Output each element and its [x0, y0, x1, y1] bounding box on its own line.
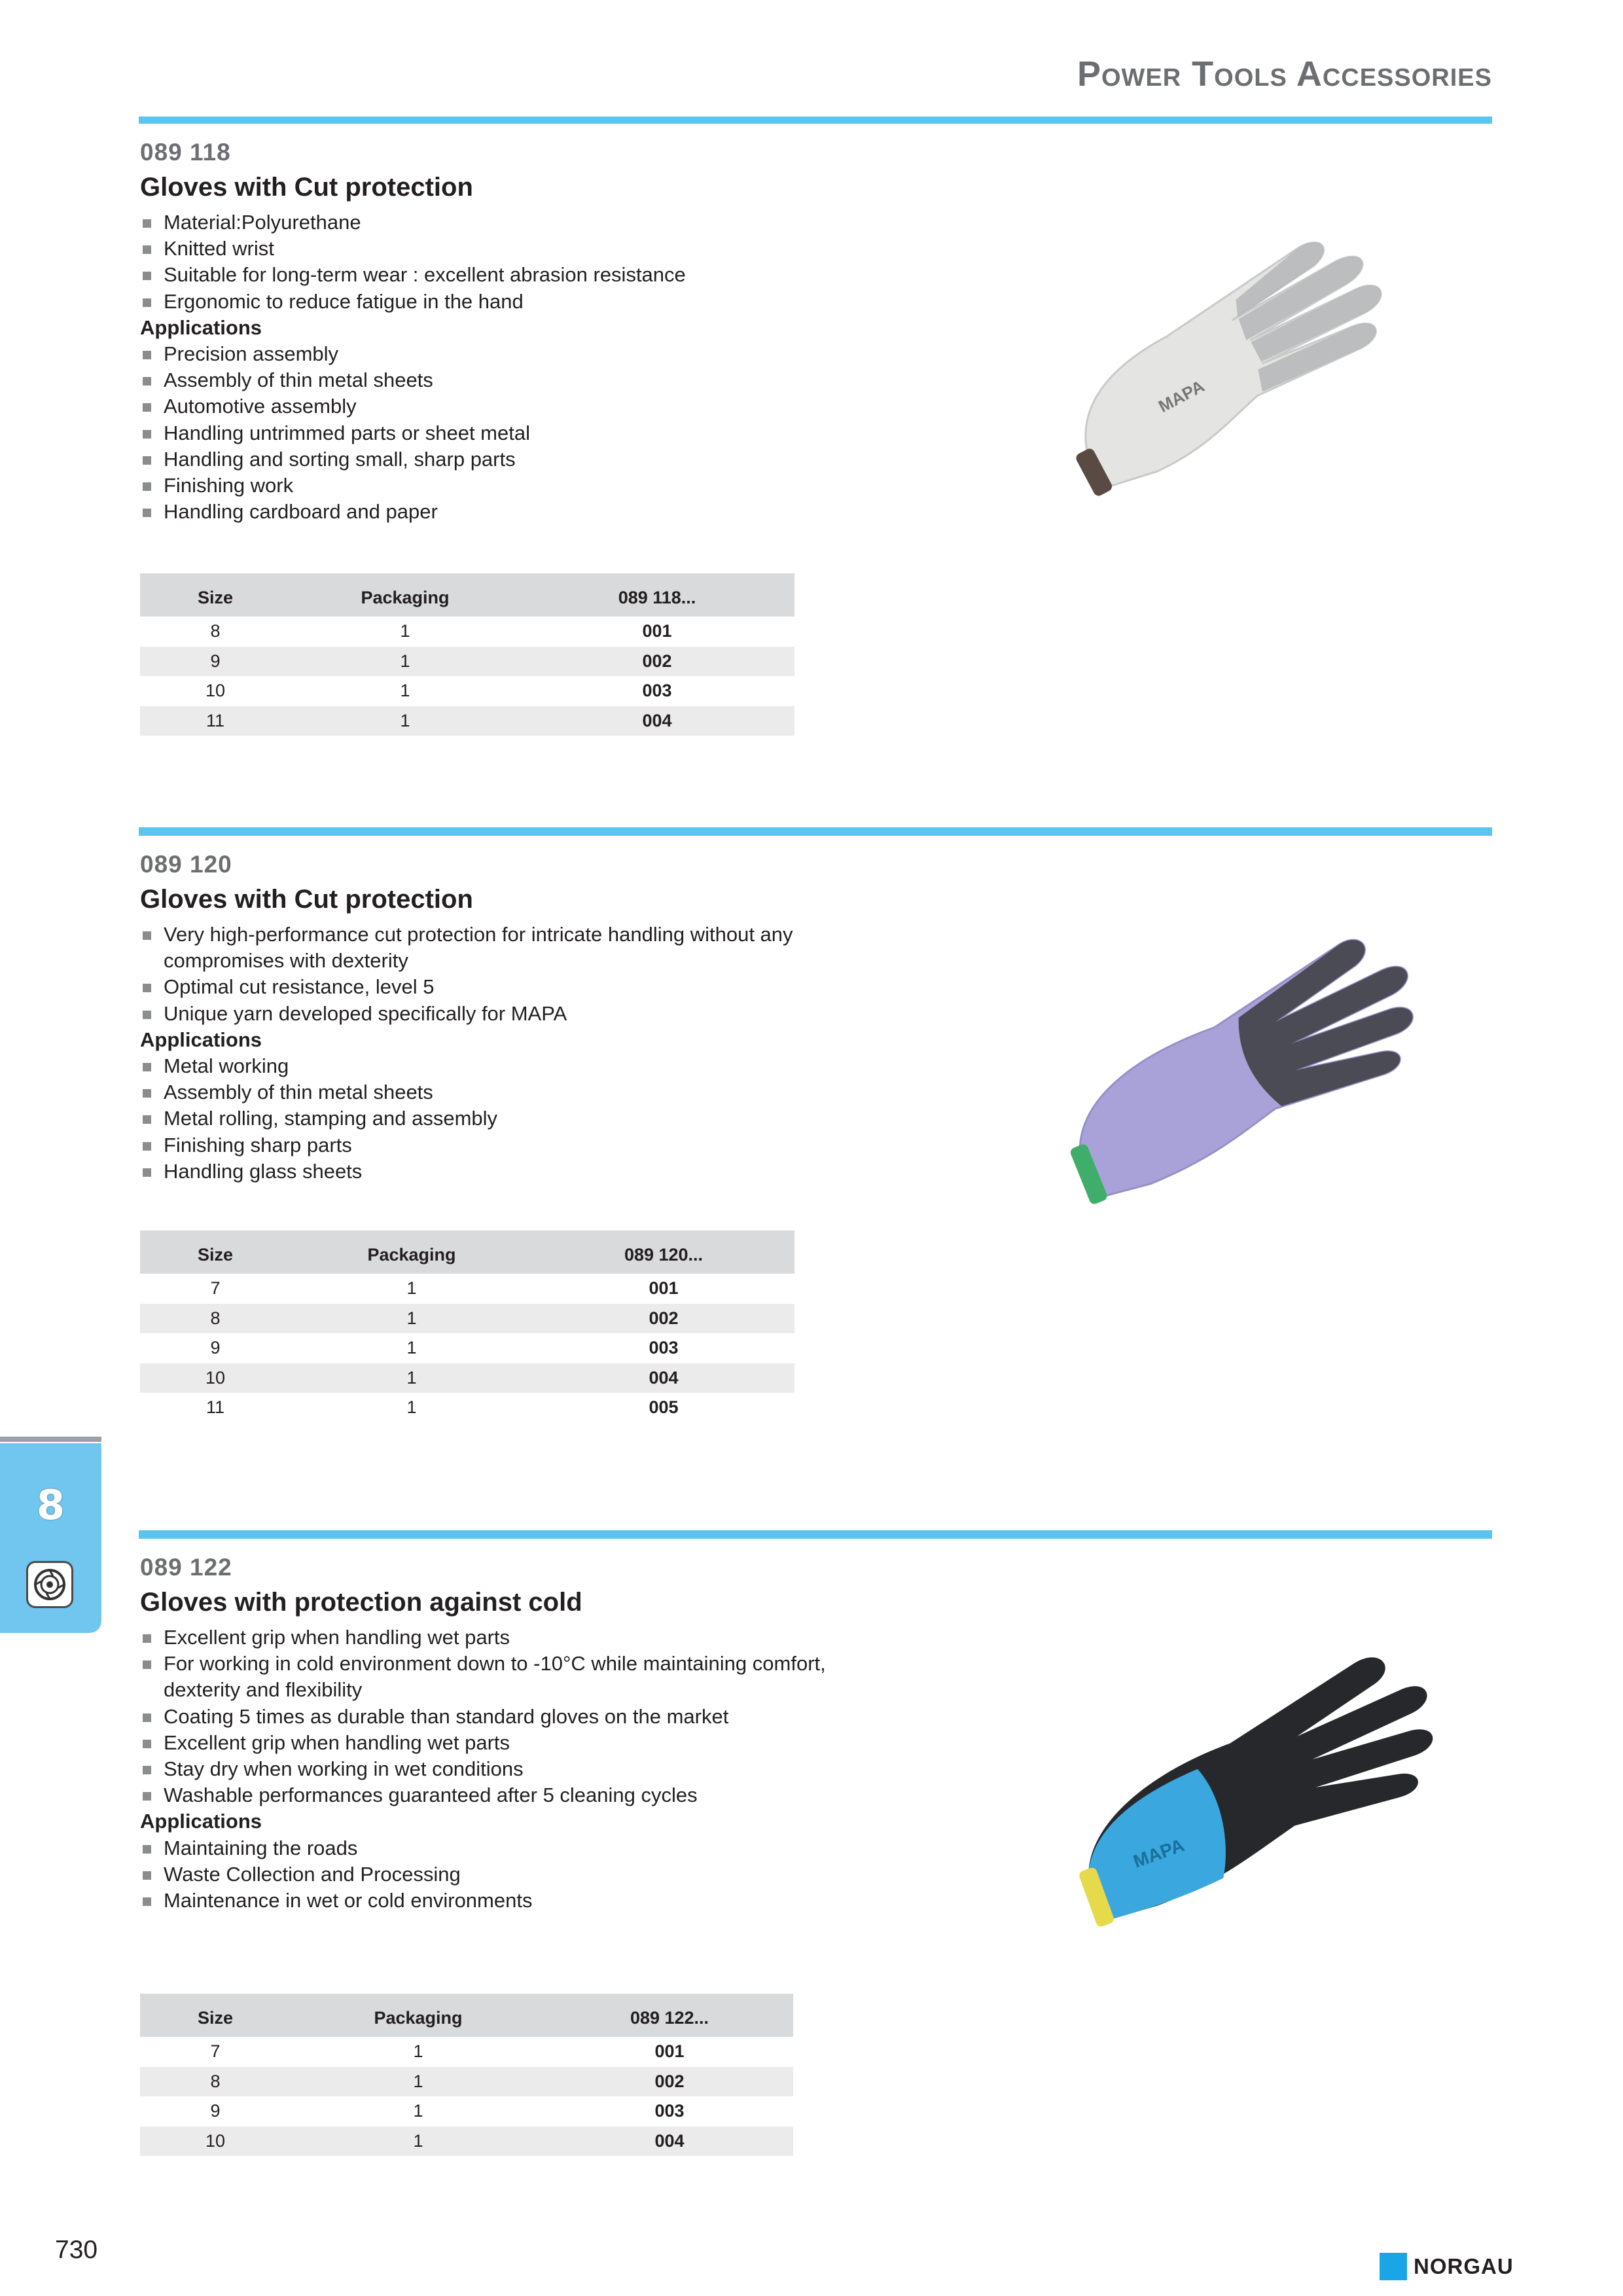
bullet-square-icon: [143, 1011, 151, 1019]
section-divider: [139, 1530, 1492, 1539]
cell-packaging: 1: [291, 2126, 546, 2157]
application-item: Handling glass sheets: [140, 1158, 965, 1185]
table-row: [140, 1363, 794, 1393]
cell-size: 9: [140, 647, 291, 677]
bullet-square-icon: [143, 482, 151, 491]
table-row: [140, 2037, 793, 2067]
cell-size: 11: [205, 1397, 225, 1418]
table-row: [140, 1393, 794, 1423]
cell-reference: 004: [533, 1363, 794, 1393]
cell-reference: 005: [649, 1397, 679, 1418]
application-item: Handling and sorting small, sharp parts: [140, 446, 965, 473]
application-item: Finishing work: [140, 473, 965, 499]
table-header-row: [140, 1994, 793, 2037]
applications-heading: Applications: [140, 1028, 262, 1051]
table-row: [140, 676, 794, 706]
cell-reference: 003: [654, 2101, 685, 2121]
table-row: [140, 2126, 793, 2157]
cell-size: 9: [210, 1338, 221, 1358]
cell-size: 10: [140, 2126, 291, 2157]
cell-reference: 001: [654, 2041, 685, 2062]
table-header-row: [140, 1230, 794, 1274]
bullet-square-icon: [143, 509, 151, 517]
bullet-square-icon: [143, 245, 151, 254]
bullet-square-icon: [143, 984, 151, 992]
bullet-square-icon: [143, 1660, 151, 1669]
cell-packaging: 1: [291, 647, 520, 677]
spec-table-089-120: [140, 1230, 794, 1423]
bullet-square-icon: [143, 456, 151, 465]
cell-reference: 003: [642, 681, 672, 701]
applications-list: [140, 1835, 965, 1914]
chapter-tab-bar: [0, 1437, 101, 1442]
bullet-square-icon: [143, 1115, 151, 1124]
table-row: [140, 617, 794, 647]
page-number: 730: [55, 2236, 98, 2264]
product-code: 089 118: [140, 139, 231, 166]
spec-table-089-118: [140, 573, 794, 736]
column-header-size: Size: [140, 1230, 291, 1274]
application-item: Maintaining the roads: [140, 1835, 965, 1861]
product-section-089-122: [140, 1552, 965, 1914]
chapter-tab[interactable]: [0, 1443, 101, 1633]
cell-size: 8: [140, 1304, 291, 1334]
application-item: Maintenance in wet or cold environments: [140, 1888, 965, 1914]
cell-packaging: 1: [406, 1397, 417, 1418]
cell-packaging: 1: [291, 2067, 546, 2097]
cell-packaging: 1: [400, 681, 410, 701]
bullet-square-icon: [143, 1168, 151, 1177]
feature-item: Coating 5 times as durable than standard gloves on the market: [140, 1704, 886, 1730]
table-row: [140, 647, 794, 677]
bullet-square-icon: [143, 377, 151, 386]
table-row: [140, 1304, 794, 1334]
cell-reference: 001: [642, 621, 672, 641]
cell-reference: 004: [546, 2126, 793, 2157]
column-header-size: Size: [140, 573, 291, 617]
feature-item: Knitted wrist: [140, 236, 965, 262]
feature-item: Suitable for long-term wear : excellent abrasion resistance: [140, 262, 965, 288]
cell-packaging: 1: [413, 2041, 423, 2062]
glove-print-label: MAPA: [1130, 1835, 1187, 1872]
applications-list: [140, 1053, 965, 1185]
cell-reference: 001: [649, 1278, 679, 1299]
feature-item: Ergonomic to reduce fatigue in the hand: [140, 289, 965, 315]
product-code: 089 122: [140, 1554, 232, 1581]
cell-reference: 004: [520, 706, 794, 736]
cell-packaging: 1: [291, 1363, 533, 1393]
table-row: [140, 706, 794, 736]
cell-size: 7: [210, 2041, 221, 2062]
cell-reference: 002: [533, 1304, 794, 1334]
table-row: [140, 1274, 794, 1304]
column-header-reference: 089 120...: [533, 1230, 794, 1274]
application-item: Handling cardboard and paper: [140, 499, 965, 525]
application-item: Finishing sharp parts: [140, 1132, 965, 1158]
bullet-square-icon: [143, 219, 151, 228]
grinding-disc-icon: [26, 1561, 73, 1608]
bullet-square-icon: [143, 1740, 151, 1748]
product-title: Gloves with Cut protection: [140, 885, 473, 914]
application-item: Assembly of thin metal sheets: [140, 1079, 965, 1105]
application-item: Waste Collection and Processing: [140, 1861, 965, 1888]
page-header-title: Power Tools Accessories: [1077, 54, 1492, 94]
application-item: Precision assembly: [140, 341, 965, 367]
application-item: Metal rolling, stamping and assembly: [140, 1105, 965, 1132]
column-header-packaging: Packaging: [291, 573, 520, 617]
bullet-square-icon: [143, 298, 151, 307]
bullet-square-icon: [143, 1897, 151, 1906]
cell-size: 7: [210, 1278, 221, 1299]
product-title: Gloves with protection against cold: [140, 1588, 582, 1617]
column-header-packaging: Packaging: [291, 1230, 533, 1274]
bullet-square-icon: [143, 430, 151, 439]
chapter-number: 8: [36, 1481, 65, 1529]
cell-packaging: 1: [413, 2101, 423, 2121]
application-item: Handling untrimmed parts or sheet metal: [140, 420, 965, 446]
cell-reference: 002: [546, 2067, 793, 2097]
cell-packaging: 1: [291, 1304, 533, 1334]
application-item: Automotive assembly: [140, 393, 965, 420]
feature-item: Excellent grip when handling wet parts: [140, 1730, 886, 1756]
column-header-reference: 089 122...: [546, 1994, 793, 2037]
table-row: [140, 1333, 794, 1363]
bullet-square-icon: [143, 1089, 151, 1098]
bullet-square-icon: [143, 1845, 151, 1854]
cell-size: 10: [205, 681, 226, 701]
cell-packaging: 1: [291, 706, 520, 736]
applications-heading: Applications: [140, 315, 262, 339]
application-item: Assembly of thin metal sheets: [140, 367, 965, 393]
glove-image-089-120: [982, 870, 1479, 1263]
applications-list: [140, 341, 965, 525]
cell-size: 8: [210, 621, 221, 641]
feature-list: [140, 209, 965, 315]
feature-list: [140, 922, 821, 1027]
header-rule: [139, 117, 1492, 124]
glove-print-label: MAPA: [1155, 376, 1208, 417]
feature-item: Stay dry when working in wet conditions: [140, 1756, 886, 1782]
cell-packaging: 1: [400, 621, 410, 641]
bullet-square-icon: [143, 1792, 151, 1801]
product-section-089-118: [140, 137, 965, 525]
feature-item: Material:Polyurethane: [140, 209, 965, 236]
feature-list: [140, 1624, 886, 1808]
column-header-size: Size: [140, 1994, 291, 2037]
cell-size: 11: [140, 706, 291, 736]
bullet-square-icon: [143, 1142, 151, 1151]
cell-reference: 002: [520, 647, 794, 677]
feature-item: For working in cold environment down to -10°C while maintaining comfort, dexterity and flexibility: [140, 1651, 886, 1703]
application-item: Metal working: [140, 1053, 965, 1079]
applications-heading: Applications: [140, 1810, 262, 1833]
bullet-square-icon: [143, 1063, 151, 1071]
section-divider: [139, 827, 1492, 836]
feature-item: Unique yarn developed specifically for MAPA: [140, 1001, 821, 1027]
cell-packaging: 1: [406, 1278, 417, 1299]
glove-image-089-122: [995, 1577, 1492, 1983]
product-title: Gloves with Cut protection: [140, 173, 473, 202]
feature-item: Optimal cut resistance, level 5: [140, 974, 821, 1000]
spec-table-089-122: [140, 1994, 793, 2156]
bullet-square-icon: [143, 272, 151, 280]
table-row: [140, 2067, 793, 2097]
feature-item: Excellent grip when handling wet parts: [140, 1624, 886, 1651]
bullet-square-icon: [143, 1871, 151, 1880]
cell-packaging: 1: [406, 1338, 417, 1358]
cell-size: 8: [140, 2067, 291, 2097]
feature-item: Washable performances guaranteed after 5 cleaning cycles: [140, 1782, 886, 1808]
bullet-square-icon: [143, 1634, 151, 1643]
cell-size: 10: [140, 1363, 291, 1393]
bullet-square-icon: [143, 1713, 151, 1722]
bullet-square-icon: [143, 403, 151, 412]
bullet-square-icon: [143, 1766, 151, 1774]
glove-image-089-118: [955, 187, 1479, 566]
table-row: [140, 2096, 793, 2126]
table-header-row: [140, 573, 794, 617]
column-header-packaging: Packaging: [291, 1994, 546, 2037]
cell-size: 9: [210, 2101, 221, 2121]
bullet-square-icon: [143, 351, 151, 359]
product-code: 089 120: [140, 851, 232, 878]
brand-square-icon: [1380, 2253, 1407, 2280]
feature-item: Very high-performance cut protection for intricate handling without any compromises with dexterity: [140, 922, 821, 974]
brand-logo: [1380, 2253, 1514, 2280]
brand-name: NORGAU: [1414, 2254, 1514, 2278]
cell-reference: 003: [649, 1338, 679, 1358]
bullet-square-icon: [143, 931, 151, 940]
column-header-reference: 089 118...: [520, 573, 794, 617]
product-section-089-120: [140, 850, 965, 1185]
